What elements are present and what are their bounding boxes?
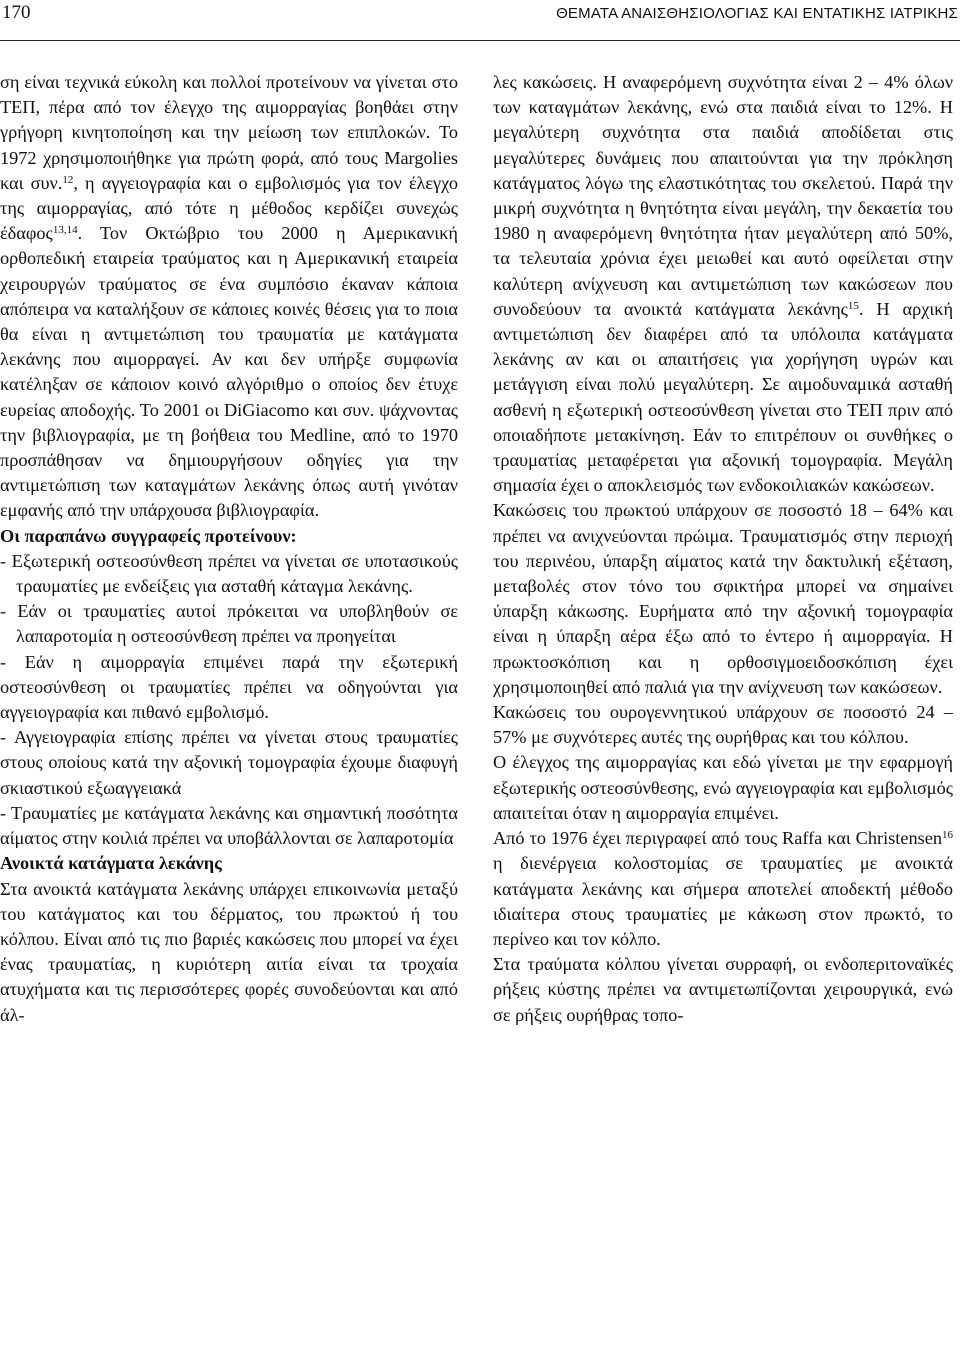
paragraph: Στα τραύματα κόλπου γίνεται συρραφή, οι ενδοπεριτοναϊκές ρήξεις κύστης πρέπει να αντιμετωπίζονται χειρουργικά, ενώ σε ρήξεις ουρήθρας τοπο- <box>493 954 953 1025</box>
right-column <box>493 70 953 1028</box>
citation: 13,14 <box>52 224 78 237</box>
citation: 15 <box>847 299 859 312</box>
citation: 16 <box>942 829 953 842</box>
paragraph: Ο έλεγχος της αιμορραγίας και εδώ γίνεται με την εφαρμογή εξωτερικής οστεοσύνθεσης, ενώ αγγειογραφία και εμβολισμός απαιτείται όταν η αιμορραγία επιμένει. <box>493 752 953 823</box>
section-heading: Ανοικτά κατάγματα λεκάνης <box>0 853 222 874</box>
paragraph: λες κακώσεις. Η αναφερόμενη συχνότητα είναι 2 – 4% όλων των καταγμάτων λεκάνης, ενώ στα παιδιά είναι το 12%. Η μεγαλύτερη συχνότητα στα παιδιά αποδίδεται στις μεγαλύτερες δυνάμεις που απαιτούνται για την πρόκληση κατάγματος λόγω της ελαστικότητας του σκελετού. Παρά την μικρή συχνότητα η θνητότητα είναι μεγάλη, την δεκαετία του 1980 η αναφερόμενη θνητότητα ήταν μεγαλύτερη από 50%, τα τελευταία χρόνια έχει μειωθεί και αυτό οφείλεται στην καλύτερη ανίχνευση και αντιμετώπιση των κακώσεων που συνοδεύουν τα ανοικτά κατάγματα λεκάνης$^{15}$. Η αρχική αντιμετώπιση δεν διαφέρει από τα υπόλοιπα κατάγματα λεκάνης αν και οι απαιτήσεις για χορήγηση υγρών και μετάγγιση είναι πολύ μεγαλύτερη. Σε αιμοδυναμικά ασταθή ασθενή η εξωτερική οστεοσύνθεση γίνεται στο ΤΕΠ πριν από οποιαδήποτε μετακίνηση. Εάν το επιτρέπουν οι συνθήκες ο τραυματίας μεταφέρεται για αξονική τομογραφία. Μεγάλη σημασία έχει ο αποκλεισμός των ενδοκοιλιακών κακώσεων. <box>493 72 954 496</box>
paragraph: Από το 1976 έχει περιγραφεί από τους Raffa και Christensen$^{16}$ η διενέργεια κολοστομίας σε τραυματίες με ανοικτά κατάγματα λεκάνης και σήμερα αποτελεί αποδεκτή μέθοδο ιδιαίτερα στους τραυματίες με κάκωση στον πρωκτό, το περίνεο και τον κόλπο. <box>493 828 953 949</box>
section-heading: Οι παραπάνω συγγραφείς προτείνουν: <box>0 525 297 546</box>
page-number: 170 <box>2 2 31 23</box>
page-header <box>0 0 960 41</box>
list-item: - Εάν η αιμορραγία επιμένει παρά την εξωτερική οστεοσύνθεση οι τραυματίες πρέπει να οδηγούνται για αγγειογραφία και πιθανό εμβολισμό. <box>0 651 458 723</box>
paragraph: Κακώσεις του πρωκτού υπάρχουν σε ποσοστό 18 – 64% και πρέπει να ανιχνεύονται πρώιμα. Τραυματισμός στην περιοχή του περινέου, ύπαρξη αίματος κατά την δακτυλική εξέταση, μεταβολές στον τόνο του σφικτήρα μπορεί να σημαίνει ύπαρξη κάκωσης. Ευρήματα από την αξονική τομογραφία είναι η ύπαρξη αέρα έξω από το έντερο ή αιμορραγία. Η πρωκτοσκόπιση και η ορθοσιγμοειδοσκόπιση έχει χρησιμοποιηθεί από παλιά για την ανίχνευση των κακώσεων. <box>493 500 953 697</box>
list-item: - Αγγειογραφία επίσης πρέπει να γίνεται στους τραυματίες στους οποίους κατά την αξονική τομογραφία έχουμε διαφυγή σκιαστικού εξωαγγειακά <box>0 727 458 798</box>
citation: 12 <box>62 173 74 186</box>
list-item: - Τραυματίες με κατάγματα λεκάνης και σημαντική ποσότητα αίματος στην κοιλιά πρέπει να υποβάλλονται σε λαπαροτομία <box>0 802 458 849</box>
list-item: - Εάν οι τραυματίες αυτοί πρόκειται να υποβληθούν σε λαπαροτομία η οστεοσύνθεση πρέπει να προηγείται <box>0 601 458 647</box>
paragraph: Στα ανοικτά κατάγματα λεκάνης υπάρχει επικοινωνία μεταξύ του κατάγματος και του δέρματος, του πρωκτού ή του κόλπου. Είναι από τις πιο βαριές κακώσεις που μπορεί να έχει ένας τραυματίας, η κυριότερη αιτία είναι τα τροχαία ατυχήματα και τις περισσότερες φορές συνοδεύονται και από άλ- <box>0 878 458 1025</box>
list-item: - Εξωτερική οστεοσύνθεση πρέπει να γίνεται σε υποτασικούς τραυματίες με ενδείξεις για ασταθή κάταγμα λεκάνης. <box>0 550 458 597</box>
paragraph: ση είναι τεχνικά εύκολη και πολλοί προτείνουν να γίνεται στο ΤΕΠ, πέρα από τον έλεγχο της αιμορραγίας βοηθάει στην γρήγορη κινητοποίηση και την μείωση των επιπλοκών. Το 1972 χρησιμοποιήθηκε για πρώτη φορά, από τους Margolies και συν.$^{12}$, η αγγειογραφία και ο εμβολισμός για τον έλεγχο της αιμορραγίας, από τότε η μέθοδος κερδίζει συνεχώς έδαφος$^{13,14}$. Τον Οκτώβριο του 2000 η Αμερικανική ορθοπεδική εταιρεία τραύματος και η Αμερικανική εταιρεία χειρουργών τραύματος σε ένα συμπόσιο έκαναν κάποια απόπειρα να καταλήξουν σε κάποιες κοινές θέσεις για το ποια θα είναι η αντιμετώπιση του τραυματία με κατάγματα λεκάνης που αιμορραγεί. Αν και δεν υπήρξε συμφωνία κατέληξαν σε κάποιον κοινό αλγόριθμο ο οποίος δεν έτυχε ευρείας αποδοχής. Το 2001 οι DiGiacomo και συν. ψάχνοντας την βιβλιογραφία, με τη βοήθεια του Medline, από το 1970 προσπάθησαν να δημιουργήσουν οδηγίες για την αντιμετώπιση των καταγμάτων λεκάνης όπως αυτή γινόταν εμφανής από την υπάρχουσα βιβλιογραφία. <box>0 72 458 521</box>
paragraph: Κακώσεις του ουρογεννητικού υπάρχουν σε ποσοστό 24 – 57% με συχνότερες αυτές της ουρήθρας και του κόλπου. <box>493 702 953 748</box>
running-title: ΘΕΜΑΤΑ ΑΝΑΙΣΘΗΣΙΟΛΟΓΙΑΣ ΚΑΙ ΕΝΤΑΤΙΚΗΣ ΙΑΤΡΙΚΗΣ <box>556 5 958 22</box>
left-column <box>0 70 458 1028</box>
